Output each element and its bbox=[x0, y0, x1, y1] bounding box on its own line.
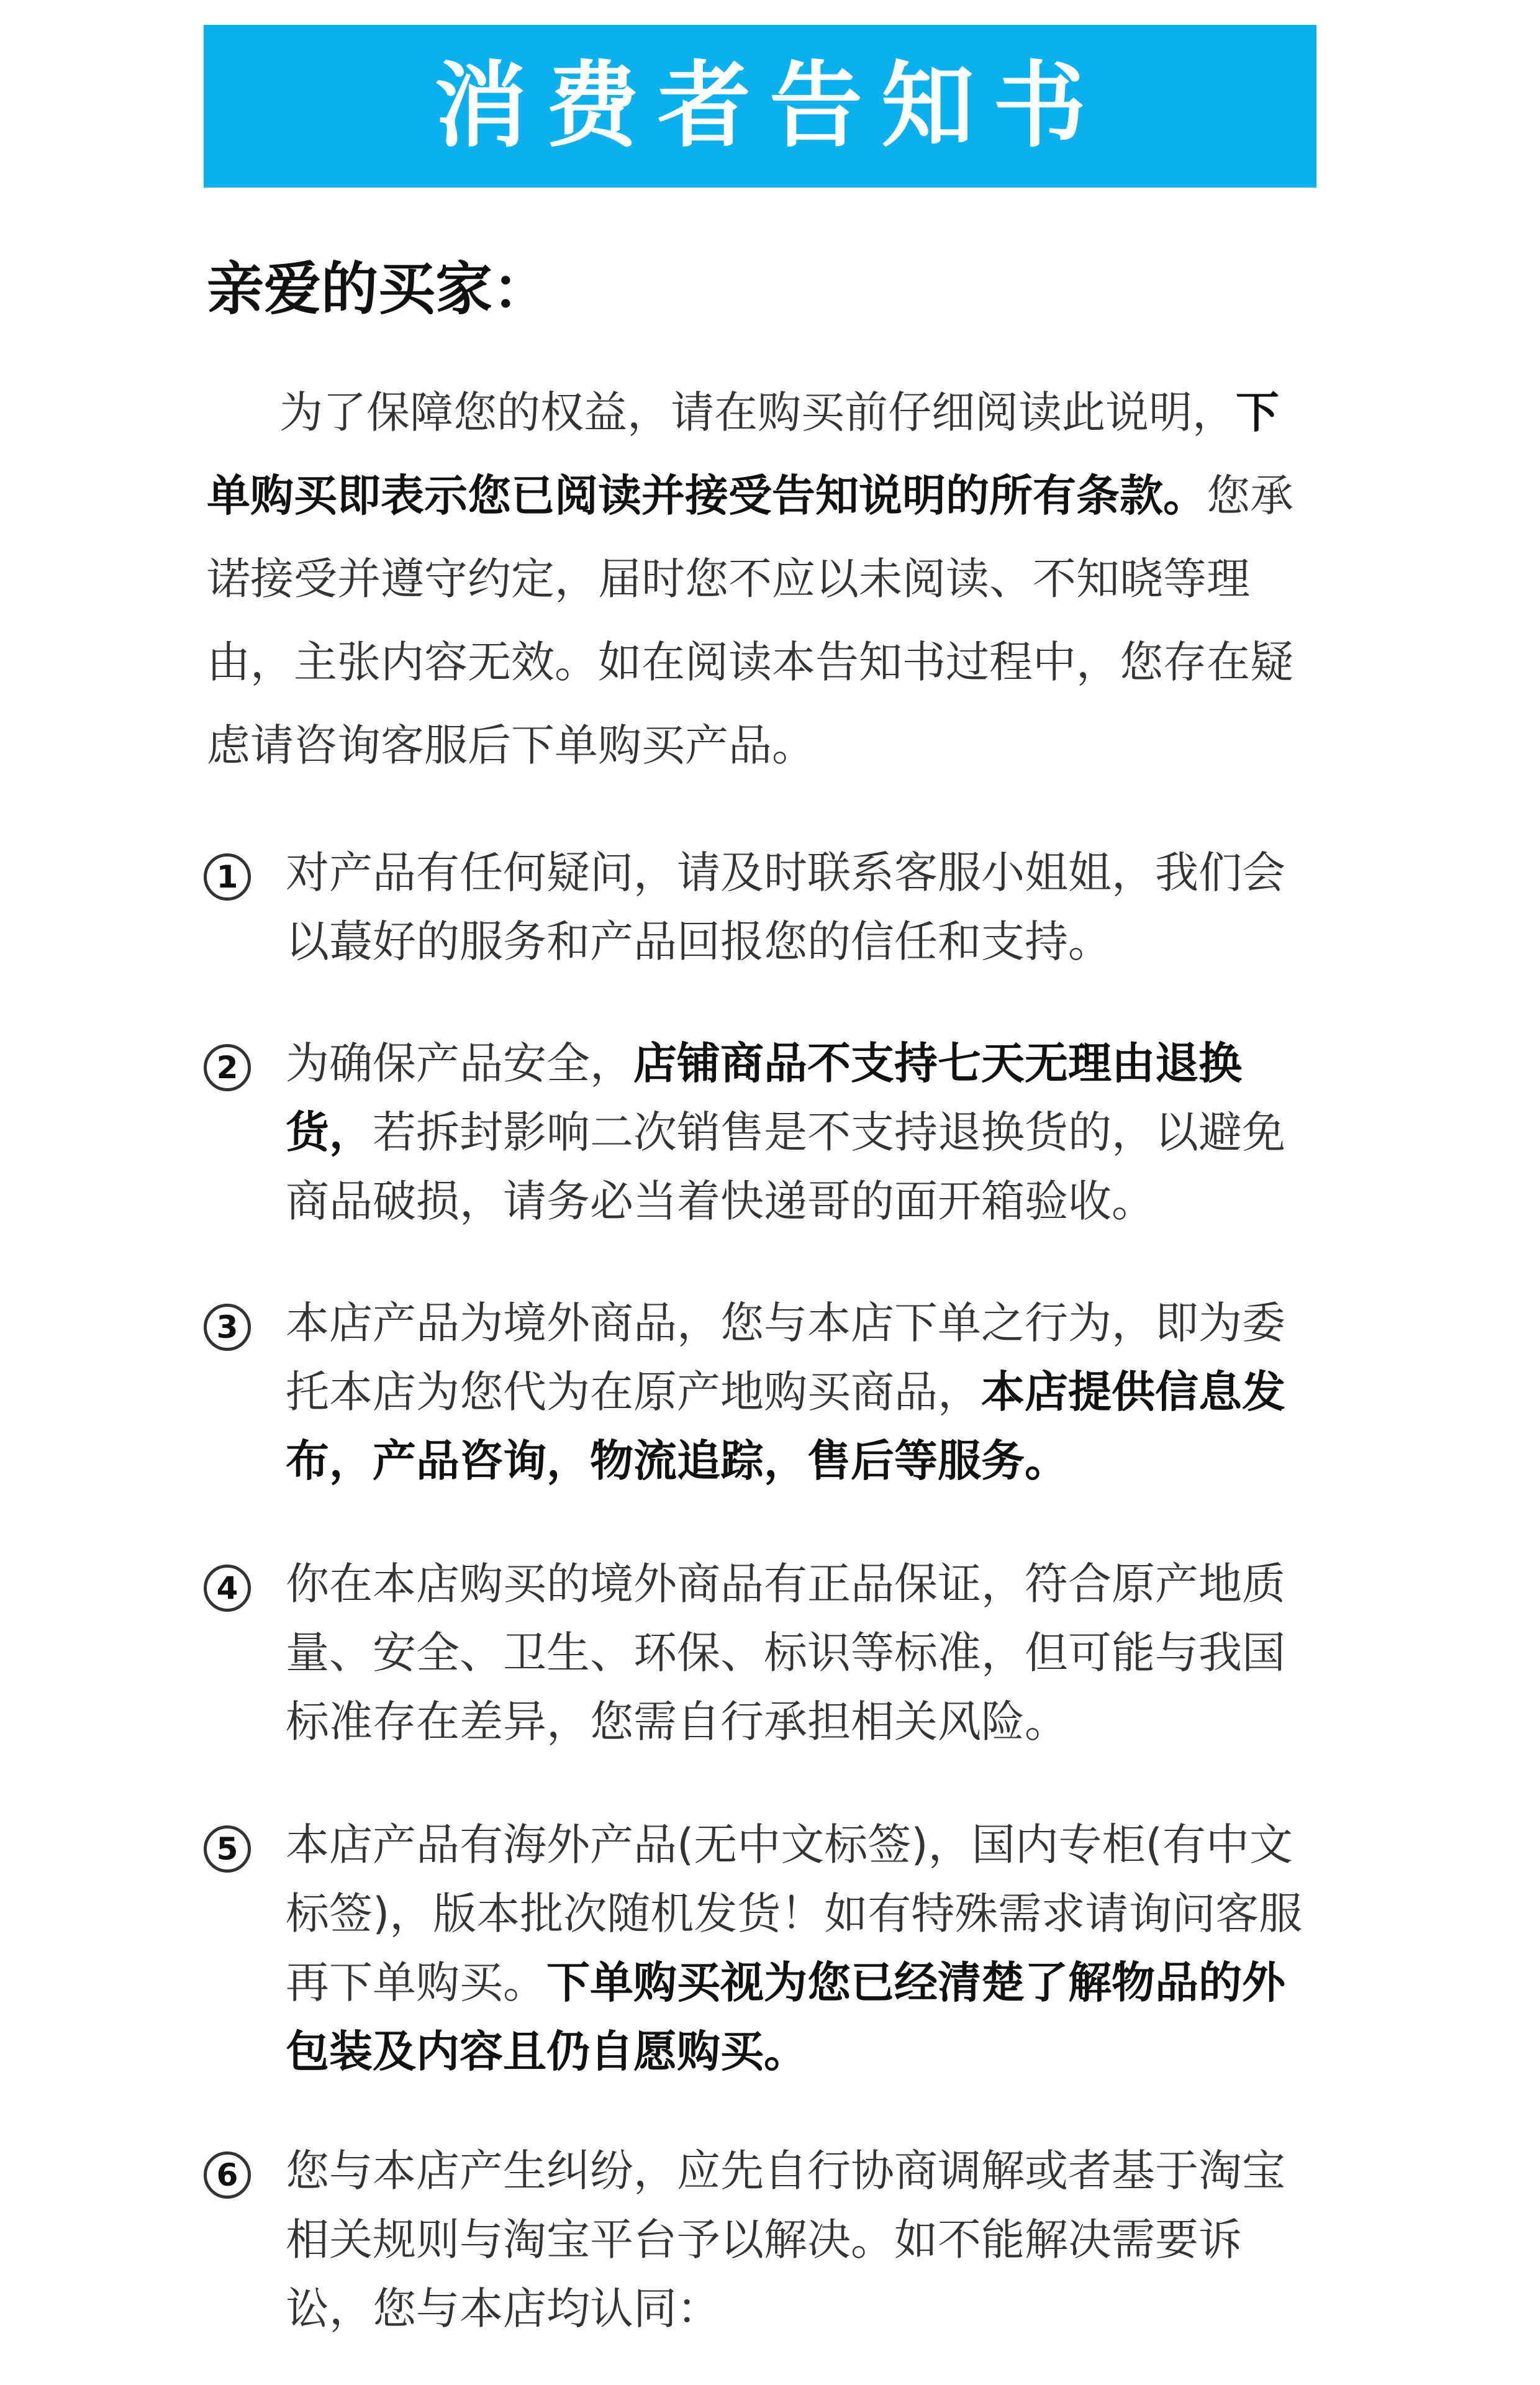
notice-text: 您与本店产生纠纷，应先自行协商调解或者基于淘宝相关规则与淘宝平台予以解决。如不能解决需要诉讼，您与本店均认同： bbox=[286, 2145, 1285, 2334]
notice-bold-text: 本店提供信息发布，产品咨询，物流追踪，售后等服务。 bbox=[286, 1366, 1285, 1486]
notice-bold-text: 下单购买视为您已经清楚了解物品的外包装及内容且仍自愿购买。 bbox=[286, 1957, 1285, 2077]
notice-text-continued: 若拆封影响二次销售是不支持退换货的，以避免商品破损，请务必当着快递哥的面开箱验收。 bbox=[286, 1107, 1285, 1227]
notice-text: 对产品有任何疑问，请及时联系客服小姐姐，我们会以蕞好的服务和产品回报您的信任和支持。 bbox=[286, 847, 1285, 967]
number-circle-icon: 6 bbox=[204, 2151, 251, 2199]
notice-bold-text: 店铺商品不支持七天无理由退换货， bbox=[286, 1038, 1242, 1158]
page-title: 消费者告知书 bbox=[433, 52, 1105, 160]
intro-bold-text: 下单购买即表示您已阅读并接受告知说明的所有条款。 bbox=[207, 387, 1279, 521]
intro-paragraph bbox=[207, 371, 1318, 787]
notice-text: 为确保产品安全， bbox=[286, 1038, 633, 1089]
notice-text: 本店产品有海外产品(无中文标签)，国内专柜(有中文标签)，版本批次随机发货！如有特殊需求请询问客服再下单购买。 bbox=[286, 1819, 1303, 2008]
number-circle-icon: 4 bbox=[204, 1565, 251, 1612]
notice-item-text bbox=[286, 1029, 1320, 1236]
notice-item-text bbox=[286, 1289, 1320, 1496]
number-circle-icon: 1 bbox=[204, 853, 251, 901]
notice-text: 本店产品为境外商品，您与本店下单之行为，即为委托本店为您代为在原产地购买商品， bbox=[286, 1297, 1285, 1417]
intro-text: 为了保障您的权益，请在购买前仔细阅读此说明， bbox=[279, 387, 1236, 438]
notice-item-text bbox=[286, 2137, 1320, 2343]
number-circle-icon: 3 bbox=[204, 1304, 251, 1351]
notice-item-text bbox=[286, 1550, 1320, 1756]
notice-item-text bbox=[286, 838, 1320, 976]
notice-text: 你在本店购买的境外商品有正品保证，符合原产地质量、安全、卫生、环保、标识等标准，但可能与我国标准存在差异，您需自行承担相关风险。 bbox=[286, 1558, 1285, 1747]
title-banner bbox=[204, 25, 1316, 188]
greeting-heading: 亲爱的买家： bbox=[207, 256, 550, 322]
intro-text-continued: 您承诺接受并遵守约定，届时您不应以未阅读、不知晓等理由，主张内容无效。如在阅读本告知书过程中，您存在疑虑请咨询客服后下单购买产品。 bbox=[207, 470, 1293, 771]
number-circle-icon: 5 bbox=[204, 1825, 251, 1873]
number-circle-icon: 2 bbox=[204, 1044, 251, 1091]
notice-item-text bbox=[286, 1810, 1320, 2086]
